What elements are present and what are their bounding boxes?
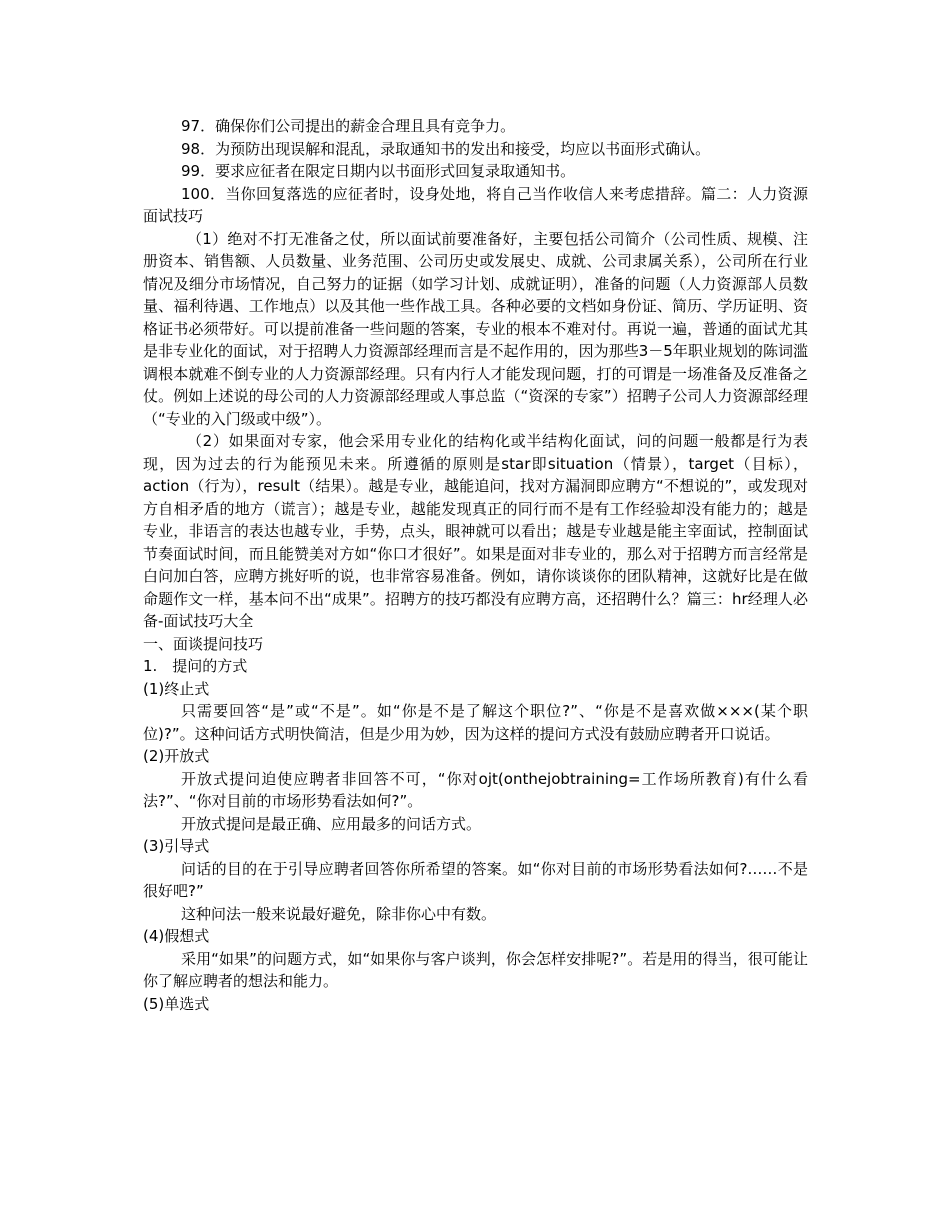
item-heading-open: (2)开放式 bbox=[143, 747, 210, 765]
item-text-open-note: 开放式提问是最正确、应用最多的问话方式。 bbox=[181, 814, 482, 833]
item-heading-leading: (3)引导式 bbox=[143, 837, 210, 855]
paragraph-99: 99．要求应征者在限定日期内以书面形式回复录取通知书。 bbox=[181, 162, 576, 180]
item-heading-single-choice: (5)单选式 bbox=[143, 994, 210, 1013]
heading-interview-questioning: 一、面谈提问技巧 bbox=[143, 634, 264, 653]
paragraph-section-2: （2）如果面对专家，他会采用专业化的结构化或半结构化面试，问的问题一般都是行为表现，因为过去的行为能预见未来。所遵循的原则是star即situation（情景），target（目标），action（行为），result（结果）。越是专业，越能追问，找对方漏洞即应聘方“不想说的”，或发现对方自相矛盾的地方（谎言）；越是专业，越能发现真正的同行而不是有工作经验却没有能力的；越是专业，非语言的表达也越专业，手势，点头，眼神就可以看出；越是专业越是能主宰面试，控制面试节奏面试时间，而且能赞美对方如“你口才很好”。如果是面对非专业的，那么对于招聘方而言经常是白问加白答，应聘方挑好听的说，也非常容易准备。例如，请你谈谈你的团队精神，这就好比是在做命题作文一样，基本问不出“成果”。招聘方的技巧都没有应聘方高，还招聘什么？篇三：hr经理人必备-面试技巧大全 bbox=[143, 432, 808, 630]
paragraph-section-1: （1）绝对不打无准备之仗，所以面试前要准备好，主要包括公司简介（公司性质、规模、注册资本、销售额、人员数量、业务范围、公司历史或发展史、成就、公司隶属关系），公司所在行业情况及细分市场情况，自己努力的证据（如学习计划、成就证明），准备的问题（人力资源部人员数量、福利待遇、工作地点）以及其他一些作战工具。各种必要的文档如身份证、简历、学历证明、资格证书必须带好。可以提前准备一些问题的答案，专业的根本不难对付。再说一遍，普通的面试尤其是非专业化的面试，对于招聘人力资源部经理而言是不起作用的，因为那些3－5年职业规划的陈词滥调根本就难不倒专业的人力资源部经理。只有内行人才能发现问题，打的可谓是一场准备及反准备之仗。例如上述说的母公司的人力资源部经理或人事总监（“资深的专家”）招聘子公司人力资源部经理（“专业的入门级或中级”）。 bbox=[143, 229, 808, 428]
item-text-open: 开放式提问迫使应聘者非回答不可，“你对ojt(onthejobtraining=工作场所教育)有什么看法?”、“你对目前的市场形势看法如何?”。 bbox=[143, 769, 808, 810]
item-heading-closed: (1)终止式 bbox=[143, 679, 210, 698]
item-heading-hypothetical: (4)假想式 bbox=[143, 927, 210, 945]
subheading-questioning-methods: 1. 提问的方式 bbox=[143, 657, 248, 675]
document-body bbox=[143, 115, 808, 1015]
paragraph-100: 100．当你回复落选的应征者时，设身处地，将自己当作收信人来考虑措辞。篇二：人力资源面试技巧 bbox=[143, 184, 808, 225]
paragraph-98: 98．为预防出现误解和混乱，录取通知书的发出和接受，均应以书面形式确认。 bbox=[181, 139, 711, 158]
item-text-hypothetical: 采用“如果”的问题方式，如“如果你与客户谈判，你会怎样安排呢?”。若是用的得当，很可能让你了解应聘者的想法和能力。 bbox=[143, 949, 808, 990]
item-text-leading-note: 这种问法一般来说最好避免，除非你心中有数。 bbox=[181, 904, 497, 923]
item-text-leading: 问话的目的在于引导应聘者回答你所希望的答案。如“你对目前的市场形势看法如何?……不是很好吧?” bbox=[143, 859, 808, 900]
item-text-closed: 只需要回答“是”或“不是”。如“你是不是了解这个职位?”、“你是不是喜欢做×××(某个职位)?”。这种问话方式明快简洁，但是少用为妙，因为这样的提问方式没有鼓励应聘者开口说话。 bbox=[143, 702, 808, 743]
paragraph-97: 97．确保你们公司提出的薪金合理且具有竞争力。 bbox=[181, 117, 516, 135]
